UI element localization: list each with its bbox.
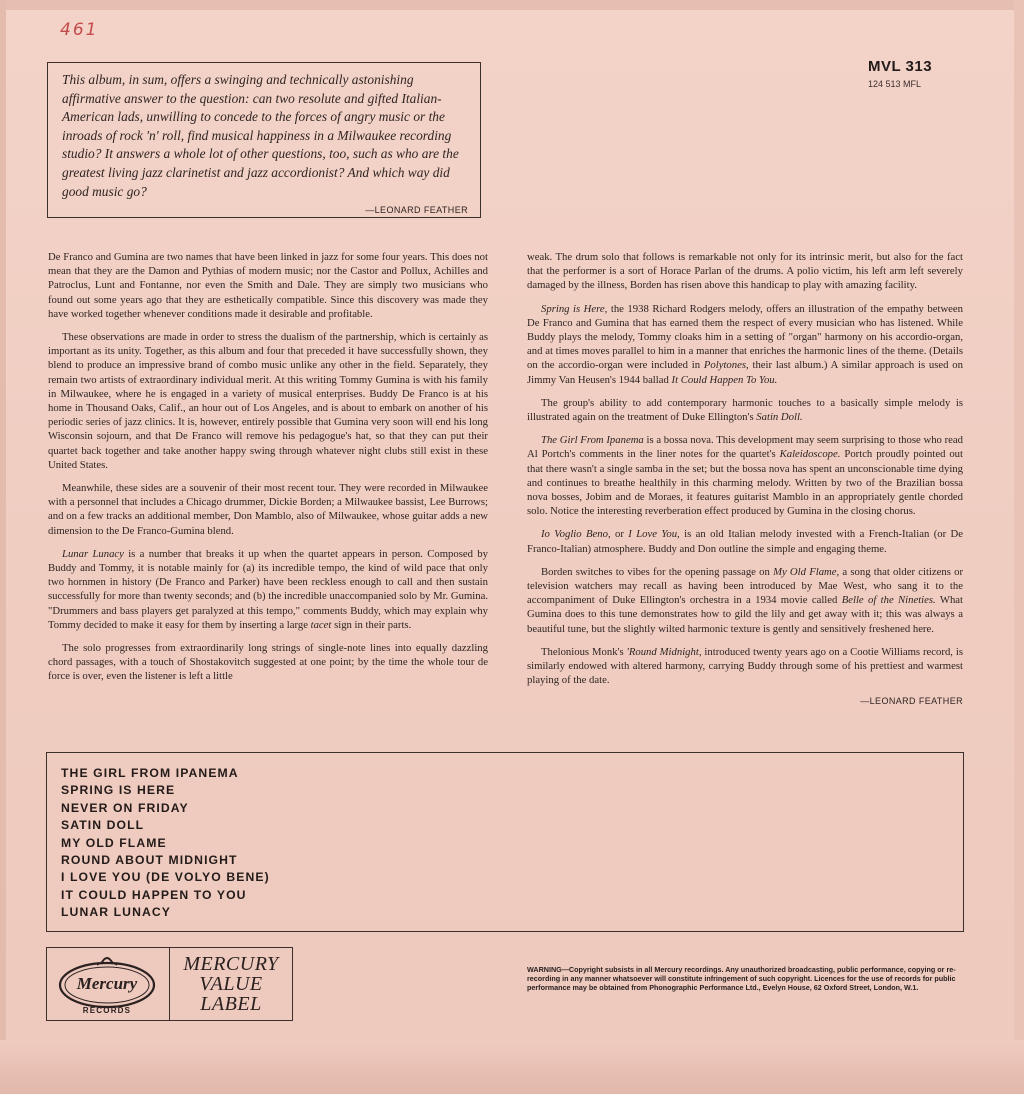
track-item: NEVER ON FRIDAY xyxy=(61,800,189,815)
song-title: Satin Doll. xyxy=(756,411,803,424)
pull-quote-box xyxy=(47,62,481,218)
album-title: Kaleidoscope. xyxy=(779,448,841,461)
pull-quote-attribution: —LEONARD FEATHER xyxy=(365,205,468,216)
liner-text: What Gumina does to this tune demonstrates how to gild the lily and get away with it; this was always a beautiful tune, but the slightly wilted harmonic texture is gently and sensitively freshened here. xyxy=(527,594,963,635)
liner-notes-attribution: —LEONARD FEATHER xyxy=(860,696,963,707)
liner-notes-right-column xyxy=(527,250,963,709)
logo-brand-text: Mercury xyxy=(76,974,138,993)
track-item: IT COULD HAPPEN TO YOU xyxy=(61,887,247,902)
label-line-3: LABEL xyxy=(200,993,262,1015)
liner-paragraph xyxy=(527,302,963,387)
liner-text: their last album.) A similar approach is used on Jimmy Van Heusen's 1944 ballad xyxy=(527,359,963,386)
liner-text: a song that older citizens or television watchers may recall as having been introduced by Mae West, who sang it to the accompaniment of Duke Ellington's orchestra in a 1934 movie called xyxy=(527,565,963,607)
liner-text: sign in their parts. xyxy=(331,618,412,631)
song-title: My Old Flame, xyxy=(773,565,840,578)
label-line-1: MERCURY xyxy=(183,953,279,975)
track-item: SPRING IS HERE xyxy=(61,783,176,798)
liner-notes-left-column xyxy=(48,250,488,693)
track-list-box xyxy=(46,752,964,932)
album-title: Polytones, xyxy=(703,359,749,372)
track-item: ROUND ABOUT MIDNIGHT xyxy=(61,853,238,868)
track-item: THE GIRL FROM IPANEMA xyxy=(61,766,239,780)
sleeve-bottom-edge xyxy=(0,1040,1024,1094)
logo-subtitle-text: RECORDS xyxy=(82,1006,132,1015)
catalog-number: MVL 313 xyxy=(868,58,933,75)
liner-paragraph: Meanwhile, these sides are a souvenir of their most recent tour. They were recorded in Milwaukee with a personnel that includes a Chicago drummer, Dickie Borden; a Milwaukee bassist, Lee Burrows; and on a few tracks an additional member, Don Mamblo, also of Milwaukee, whose guitar adds a new dimension to the De Franco-Gumina blend. xyxy=(48,482,488,537)
liner-paragraph xyxy=(527,396,963,424)
mercury-records-logo xyxy=(47,948,168,1019)
liner-text: Thelonious Monk's xyxy=(541,645,627,658)
track-item: LUNAR LUNACY xyxy=(61,905,172,920)
value-label-box xyxy=(169,947,293,1021)
mercury-logo-box xyxy=(46,947,170,1021)
liner-text: is an old Italian melody invested with a French-Italian (or De Franco-Italian) atmosphere. Buddy and Don outline the simple and engaging theme. xyxy=(527,528,964,555)
liner-paragraph xyxy=(527,433,963,518)
song-title: Io Voglio Beno, xyxy=(541,528,611,541)
liner-text: is a number that breaks it up when the quartet appears in person. Composed by Buddy and Tommy, it is notable mainly for (a) its incredible tempo, the kind of wild pace that only two hornmen in history (De Franco and Parker) have been reckless enough to call and then sustain successfully for more than twenty seconds; and (b) the incredible unaccompanied solo by Mr. Gumina. "Drummers and bass players get paralyzed at this tempo," comments Buddy, which may explain why Tommy decided to make it easy for them by inserting a large xyxy=(48,547,488,631)
liner-paragraph xyxy=(527,565,963,636)
track-list xyxy=(61,765,270,922)
liner-paragraph: These observations are made in order to stress the dualism of the partnership, which is certainly as important as its unity. Together, as this album and four that preceded it have successfully shown, they blend to produce an impressive brand of combo music unlike any other in the field. Separately, they remain two artists of extraordinary individual merit. At this writing Tommy Gumina is with his family in Milwaukee, where he is engaged in a variety of musical enterprises. Buddy De Franco is at his home in Thousand Oaks, Calif., an hour out of Los Angeles, and is about to embark on another of his periodic series of jazz clinics. It is, however, entirely possible that Gumina very soon will end his long Wisconsin sojourn, and that De Franco will remove his pedagogue's hat, so that they can put their quartet back together and take another happy swing through whatever night clubs still exist in these United States. xyxy=(48,331,488,471)
liner-paragraph xyxy=(48,547,488,632)
liner-text: or xyxy=(610,528,629,541)
term-italic: tacet xyxy=(310,618,332,631)
sleeve-top-edge xyxy=(0,0,1024,10)
liner-text: the 1938 Richard Rodgers melody, offers an illustration of the empathy between De Franco and Gumina that has earned them the respect of every musician who has listened. While Buddy plays the melody, Tommy cloaks him in a setting of "organ" harmony on his accordio-organ, and at times moves parallel to him in a manner that enriches the harmonic lines of the theme. (Details on the accordio-organ were included in xyxy=(527,302,963,372)
song-title: 'Round Midnight, xyxy=(626,645,702,658)
movie-title: Belle of the Nineties. xyxy=(841,594,936,607)
liner-text: Portch proudly pointed out that there wasn't a single samba in the set; but the bossa nova has spent an unconscionable time dying and continues to breathe healthily in this charming melody. Written by two of the Brazilian bossa nova bosses, Jobim and de Moraes, it features guitarist Mamblo in an appropriately gentle chorded solo. Notice the interesting reverberation effect produced by Gumina in the closing chorus. xyxy=(527,448,963,518)
pull-quote-text: This album, in sum, offers a swinging and technically astonishing affirmative answer to the question: can two resolute and gifted Italian-American lads, unwilling to concede to the forces of angry music or the inroads of rock 'n' roll, find musical happiness in a Milwaukee recording studio? It answers a whole lot of other questions, too, such as who are the greatest living jazz clarinetist and jazz accordionist? And which way did good music go? xyxy=(62,72,459,199)
catalog-number-block xyxy=(868,58,932,89)
track-item: MY OLD FLAME xyxy=(61,835,167,850)
song-title: Spring is Here, xyxy=(541,302,608,315)
label-line-2: VALUE xyxy=(199,973,263,995)
liner-paragraph xyxy=(527,645,963,688)
track-item: SATIN DOLL xyxy=(61,818,145,833)
liner-text: introduced twenty years ago on a Cootie Williams record, is similarly endowed with altered harmony, carrying Buddy through some of his prettiest and warmest playing of the date. xyxy=(527,645,964,687)
catalog-sub-number: 124 513 MFL xyxy=(868,79,922,89)
sleeve-left-edge xyxy=(0,0,6,1094)
liner-text: Borden switches to vibes for the opening passage on xyxy=(541,565,774,578)
song-title: I Love You, xyxy=(628,528,680,541)
song-title: It Could Happen To You. xyxy=(671,373,778,386)
copyright-warning: WARNING—Copyright subsists in all Mercury recordings. Any unauthorized broadcasting, public performance, copying or re-recording in any manner whatsoever will constitute infringement of such copyright. Licences for the use of records for public performance may be obtained from Phonographic Performance Ltd., Evelyn House, 62 Oxford Street, London, W.1. xyxy=(527,965,956,992)
liner-text: is a bossa nova. This development may seem surprising to those who read Al Portch's comments in the liner notes for the quartet's xyxy=(527,434,963,461)
liner-paragraph: weak. The drum solo that follows is remarkable not only for its intrinsic merit, but also for the fact that the performer is a sort of Horace Parlan of the drums. A polio victim, his left arm left severely damaged by the illness, Borden has risen above this handicap to play with amazing facility. xyxy=(527,251,963,292)
liner-text: The group's ability to add contemporary harmonic touches to a basically simple melody is illustrated again on the treatment of Duke Ellington's xyxy=(527,396,963,424)
liner-paragraph xyxy=(527,527,963,555)
liner-paragraph: De Franco and Gumina are two names that have been linked in jazz for some four years. This does not mean that they are the Damon and Pythias of modern music; nor the Castor and Pollux, Achilles and Patroclus, Lunt and Fontanne, nor even the Smith and Dale. They are simply two musicians who found out some years ago that they are esthetically compatible. Since this discovery was made they have worked together whenever conditions made it desirable and profitable. xyxy=(48,251,488,320)
song-title: The Girl From Ipanema xyxy=(541,434,644,447)
song-title: Lunar Lunacy xyxy=(62,547,124,560)
track-item: I LOVE YOU (DE VOLYO BENE) xyxy=(61,870,270,885)
handwritten-note: 461 xyxy=(60,20,99,40)
liner-paragraph: The solo progresses from extraordinarily long strings of single-note lines into equally dazzling chord passages, with a touch of Shostakovitch suggested at one point; by the time the whole tour de force is over, even the listener is left a little xyxy=(48,642,488,683)
sleeve-right-edge xyxy=(1014,0,1024,1094)
